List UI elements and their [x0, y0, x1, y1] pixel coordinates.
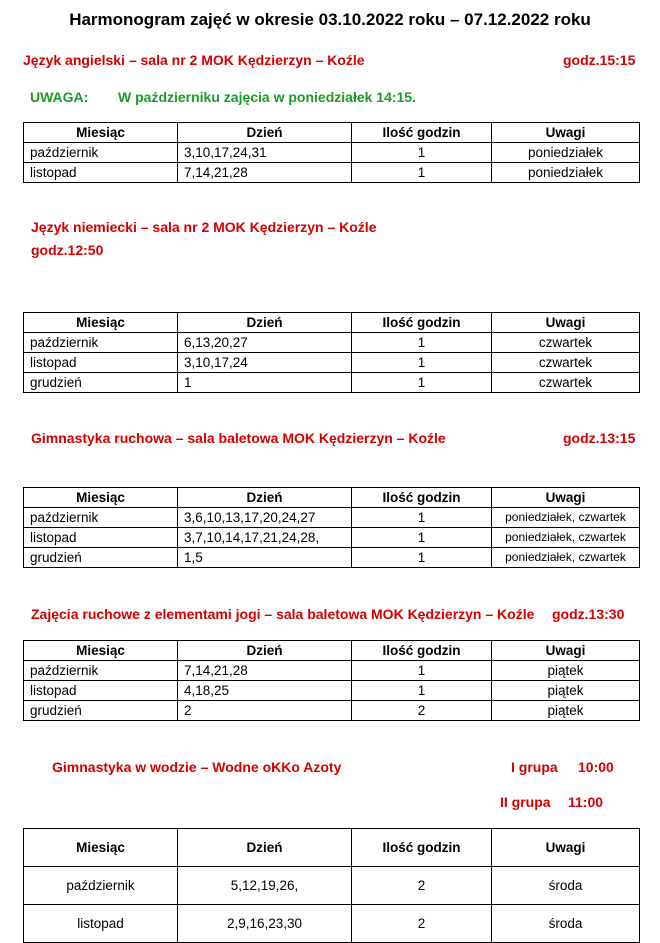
- cell-notes: poniedziałek: [492, 163, 640, 183]
- cell-days: 3,7,10,14,17,21,24,28,: [178, 528, 352, 548]
- cell-notes: czwartek: [492, 333, 640, 353]
- cell-hours: 1: [352, 163, 492, 183]
- cell-days: 1: [178, 373, 352, 393]
- table-row: [24, 508, 640, 528]
- cell-hours: 2: [352, 867, 492, 905]
- yoga-time: godz.13:30: [552, 606, 625, 622]
- header-notes: Uwagi: [492, 123, 640, 143]
- english-table: [23, 122, 640, 183]
- gymnastics-time: godz.13:15: [563, 430, 636, 446]
- cell-month: październik: [24, 143, 178, 163]
- table-row: [24, 353, 640, 373]
- table-row: [24, 143, 640, 163]
- cell-hours: 1: [352, 353, 492, 373]
- header-notes: Uwagi: [492, 641, 640, 661]
- cell-month: grudzień: [24, 701, 178, 721]
- cell-hours: 1: [352, 661, 492, 681]
- cell-notes: środa: [492, 867, 640, 905]
- cell-days: 1,5: [178, 548, 352, 568]
- cell-days: 7,14,21,28: [178, 163, 352, 183]
- cell-month: listopad: [24, 528, 178, 548]
- german-time: godz.12:50: [31, 242, 104, 258]
- cell-days: 2: [178, 701, 352, 721]
- cell-month: październik: [24, 867, 178, 905]
- cell-days: 3,10,17,24: [178, 353, 352, 373]
- cell-month: listopad: [24, 353, 178, 373]
- water-group1-time: 10:00: [578, 759, 614, 775]
- cell-notes: poniedziałek, czwartek: [492, 508, 640, 528]
- cell-notes: czwartek: [492, 353, 640, 373]
- header-month: Miesiąc: [24, 123, 178, 143]
- table-row: [24, 373, 640, 393]
- cell-hours: 1: [352, 333, 492, 353]
- header-day: Dzień: [178, 123, 352, 143]
- english-heading: Język angielski – sala nr 2 MOK Kędzierzyn – Koźle: [23, 52, 365, 68]
- cell-month: październik: [24, 661, 178, 681]
- cell-month: grudzień: [24, 548, 178, 568]
- english-note-label: UWAGA:: [30, 89, 89, 105]
- cell-days: 5,12,19,26,: [178, 867, 352, 905]
- cell-notes: piątek: [492, 661, 640, 681]
- table-row: [24, 681, 640, 701]
- header-month: Miesiąc: [24, 829, 178, 867]
- water-table: [23, 828, 640, 943]
- table-row: [24, 867, 640, 905]
- table-row: [24, 528, 640, 548]
- header-hours: Ilość godzin: [352, 641, 492, 661]
- header-month: Miesiąc: [24, 488, 178, 508]
- cell-days: 3,6,10,13,17,20,24,27: [178, 508, 352, 528]
- cell-notes: czwartek: [492, 373, 640, 393]
- header-hours: Ilość godzin: [352, 313, 492, 333]
- header-hours: Ilość godzin: [352, 488, 492, 508]
- water-heading: Gimnastyka w wodzie – Wodne oKKo Azoty: [52, 759, 342, 775]
- table-row: [24, 661, 640, 681]
- header-notes: Uwagi: [492, 829, 640, 867]
- yoga-table: [23, 640, 640, 721]
- gymnastics-table: [23, 487, 640, 568]
- header-notes: Uwagi: [492, 488, 640, 508]
- cell-days: 4,18,25: [178, 681, 352, 701]
- water-group2-time: 11:00: [568, 794, 604, 810]
- cell-hours: 1: [352, 373, 492, 393]
- cell-days: 6,13,20,27: [178, 333, 352, 353]
- english-time: godz.15:15: [563, 52, 636, 68]
- cell-notes: piątek: [492, 701, 640, 721]
- cell-hours: 1: [352, 528, 492, 548]
- german-heading: Język niemiecki – sala nr 2 MOK Kędzierzyn – Koźle: [31, 219, 377, 235]
- table-row: [24, 701, 640, 721]
- cell-hours: 1: [352, 143, 492, 163]
- cell-hours: 1: [352, 508, 492, 528]
- header-month: Miesiąc: [24, 313, 178, 333]
- water-group1-label: I grupa: [511, 759, 558, 775]
- table-row: [24, 905, 640, 943]
- header-day: Dzień: [178, 641, 352, 661]
- german-table: [23, 312, 640, 393]
- cell-days: 3,10,17,24,31: [178, 143, 352, 163]
- cell-notes: piątek: [492, 681, 640, 701]
- cell-hours: 2: [352, 905, 492, 943]
- cell-month: listopad: [24, 681, 178, 701]
- table-row: [24, 163, 640, 183]
- yoga-heading: Zajęcia ruchowe z elementami jogi – sala baletowa MOK Kędzierzyn – Koźle: [31, 606, 535, 622]
- gymnastics-heading: Gimnastyka ruchowa – sala baletowa MOK Kędzierzyn – Koźle: [31, 430, 446, 446]
- header-hours: Ilość godzin: [352, 123, 492, 143]
- cell-hours: 1: [352, 681, 492, 701]
- cell-days: 2,9,16,23,30: [178, 905, 352, 943]
- header-day: Dzień: [178, 488, 352, 508]
- water-group2-label: II grupa: [500, 794, 551, 810]
- cell-hours: 2: [352, 701, 492, 721]
- cell-notes: poniedziałek: [492, 143, 640, 163]
- table-row: [24, 333, 640, 353]
- header-notes: Uwagi: [492, 313, 640, 333]
- page-title: Harmonogram zajęć w okresie 03.10.2022 roku – 07.12.2022 roku: [69, 10, 591, 29]
- cell-notes: poniedziałek, czwartek: [492, 548, 640, 568]
- cell-days: 7,14,21,28: [178, 661, 352, 681]
- header-day: Dzień: [178, 829, 352, 867]
- cell-notes: poniedziałek, czwartek: [492, 528, 640, 548]
- header-month: Miesiąc: [24, 641, 178, 661]
- cell-month: październik: [24, 508, 178, 528]
- cell-month: grudzień: [24, 373, 178, 393]
- cell-hours: 1: [352, 548, 492, 568]
- cell-month: listopad: [24, 905, 178, 943]
- cell-month: listopad: [24, 163, 178, 183]
- cell-month: październik: [24, 333, 178, 353]
- table-row: [24, 548, 640, 568]
- cell-notes: środa: [492, 905, 640, 943]
- header-hours: Ilość godzin: [352, 829, 492, 867]
- header-day: Dzień: [178, 313, 352, 333]
- english-note-text: W październiku zajęcia w poniedziałek 14:15.: [118, 89, 416, 105]
